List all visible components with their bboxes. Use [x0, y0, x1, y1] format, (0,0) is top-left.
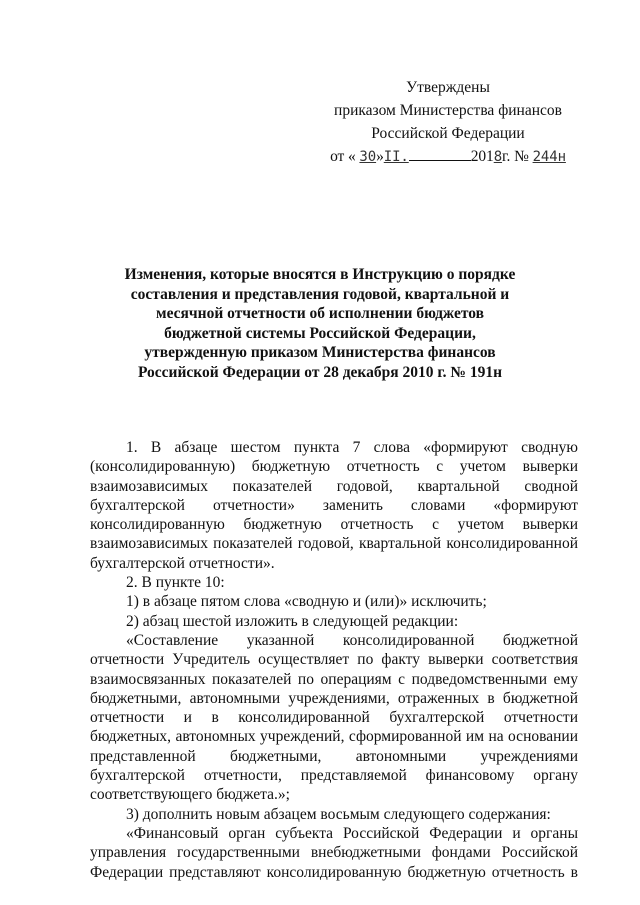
date-year-digit-handwritten: 8	[493, 149, 503, 165]
title-line: Российской Федерации от 28 декабря 2010 г. № 191н	[137, 363, 503, 381]
paragraph-item-1: 1. В абзаце шестом пункта 7 слова «формируют сводную (консолидированную) бюджетную отчетность с учетом выверки взаимозависимых показателей годовой, квартальной сводной бухгалтерской отчетности» заменить словами «формируют консолидированную бюджетную отчетность с учетом выверки взаимозависимых показателей годовой, квартальной консолидированной бухгалтерской отчетности».	[90, 439, 578, 572]
date-blank-line	[409, 148, 471, 161]
title-line: составления и представления годовой, квартальной и	[130, 285, 510, 303]
date-day-handwritten: 30	[359, 149, 377, 165]
paragraph-subitem-1: 1) в абзаце пятом слова «сводную и (или)» исключить;	[126, 593, 487, 611]
approval-ministry-line: приказом Министерства финансов	[334, 102, 562, 119]
approval-heading: Утверждены	[406, 79, 490, 96]
date-month-handwritten: II.	[383, 149, 409, 165]
title-line: месячной отчетности об исполнении бюджетов	[156, 305, 484, 322]
title-line: Изменения, которые вносятся в Инструкцию о порядке	[124, 266, 516, 283]
order-number-handwritten: 244н	[532, 149, 566, 165]
paragraph-subitem-2: 2) абзац шестой изложить в следующей редакции:	[126, 612, 459, 630]
document-body	[90, 438, 578, 882]
date-separator: »	[376, 148, 384, 165]
approval-block	[318, 76, 578, 169]
paragraph-subitem-3: 3) дополнить новым абзацем восьмым следующего содержания:	[126, 805, 551, 823]
document-title	[118, 265, 522, 382]
paragraph-item-2: 2. В пункте 10:	[126, 574, 225, 592]
date-year-suffix: г. №	[502, 148, 529, 165]
approval-country-line: Российской Федерации	[371, 125, 525, 142]
date-year-prefix: 201	[470, 148, 494, 165]
paragraph-quote-2: «Финансовый орган субъекта Российской Федерации и органы управления государственными внебюджетными фондами Российской Федерации представляют консолидированную бюджетную отчетность в	[90, 824, 578, 881]
title-line: бюджетной системы Российской Федерации,	[164, 324, 476, 342]
title-line: утвержденную приказом Министерства финансов	[144, 344, 496, 361]
approval-date-line	[318, 145, 578, 169]
date-prefix: от «	[330, 148, 356, 165]
paragraph-quote-1: «Составление указанной консолидированной бюджетной отчетности Учредитель осуществляет по факту выверки соответствия взаимосвязанных показателей по операциям с подведомственными ему бюджетными, автономными учреждениями, отраженных в бюджетной отчетности и в консолидированной бухгалтерской отчетности бюджетных, автономных учреждений, сформированной им на основании представленной бюджетными, автономными учреждениями бухгалтерской отчетности, представляемой финансовому органу соответствующего бюджета.»;	[90, 631, 578, 804]
